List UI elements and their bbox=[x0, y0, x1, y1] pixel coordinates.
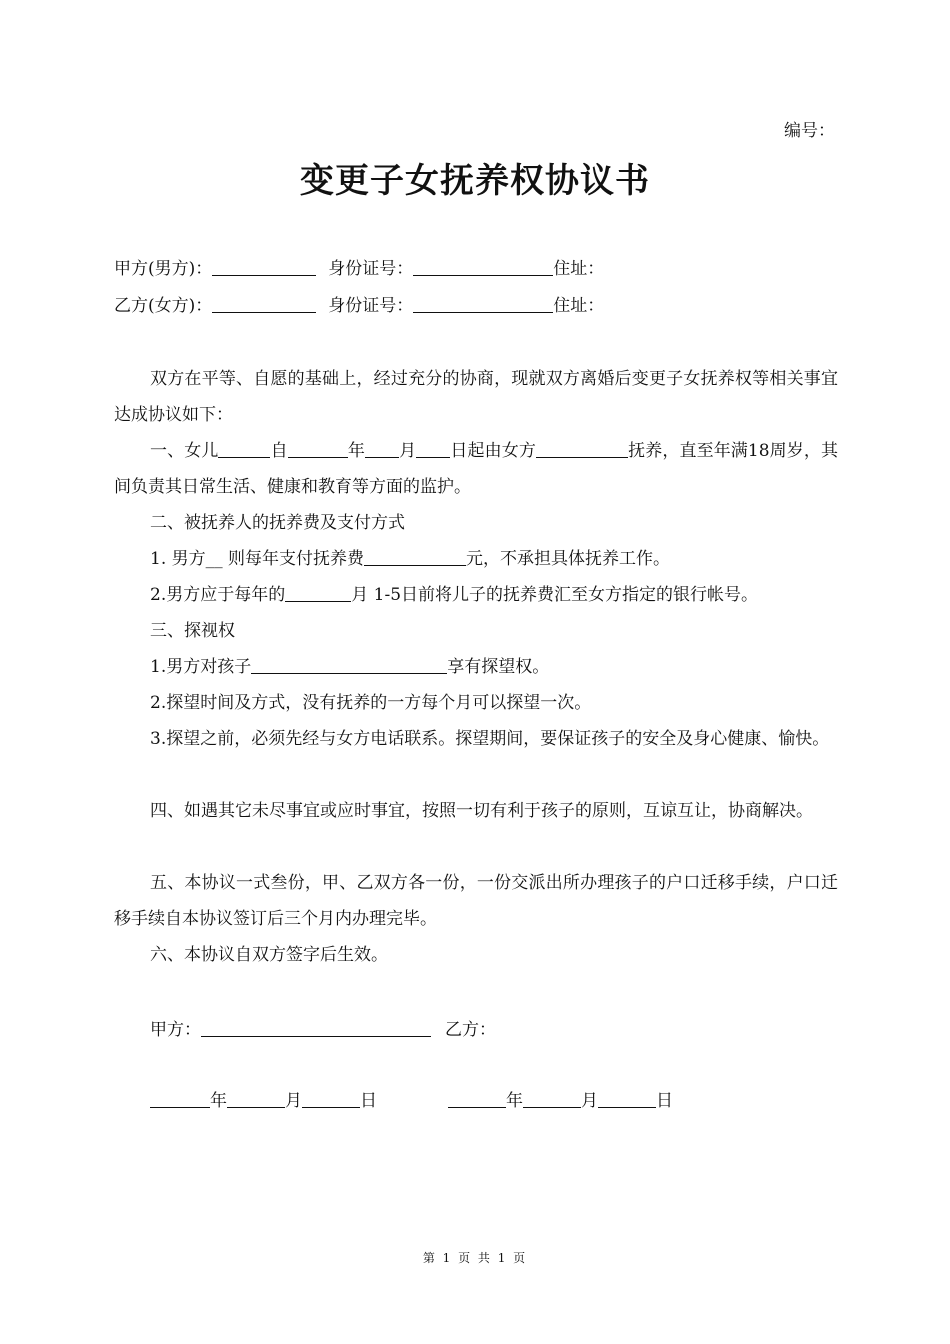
party-a-label: 甲方(男方)： bbox=[114, 259, 213, 279]
sign-party-a-label: 甲方： bbox=[150, 1020, 201, 1040]
date-a-day-label: 日 bbox=[360, 1091, 377, 1111]
clause-1-month: 月 bbox=[398, 441, 417, 461]
party-b-name-blank bbox=[212, 295, 316, 313]
date-line-b bbox=[448, 1089, 673, 1113]
date-a-month-blank bbox=[227, 1090, 285, 1108]
party-b-line bbox=[114, 294, 604, 318]
date-a-year-blank bbox=[150, 1090, 210, 1108]
party-a-address-label: 住址： bbox=[553, 259, 605, 279]
sign-party-a-blank bbox=[201, 1019, 431, 1037]
support-amount-blank bbox=[364, 548, 466, 566]
date-a-month-label: 月 bbox=[285, 1091, 302, 1111]
party-a-line bbox=[114, 257, 604, 281]
party-b-label: 乙方(女方)： bbox=[114, 296, 213, 316]
clause-3-title: 三、探视权 bbox=[150, 621, 235, 641]
clause-3-3: 3.探望之前，必须先经与女方电话联系。探望期间，要保证孩子的安全及身心健康、愉快。 bbox=[150, 729, 830, 749]
start-day-blank bbox=[416, 440, 450, 458]
clause-1-prefix: 一、女儿 bbox=[150, 441, 219, 461]
payment-month-blank bbox=[285, 584, 351, 602]
clause-3-1 bbox=[114, 649, 838, 685]
start-year-blank bbox=[288, 440, 348, 458]
intro-paragraph: 双方在平等、自愿的基础上，经过充分的协商，现就双方离婚后变更子女抚养权等相关事宜达成协议如下： bbox=[114, 369, 838, 425]
clause-2-1-suffix: 元，不承担具体抚养工作。 bbox=[466, 549, 671, 569]
document-title: 变更子女抚养权协议书 bbox=[300, 161, 650, 201]
party-a-id-label: 身份证号： bbox=[328, 259, 414, 279]
start-month-blank bbox=[365, 440, 399, 458]
clause-5: 五、本协议一式叁份，甲、乙双方各一份，一份交派出所办理孩子的户口迁移手续，户口迁移手续自本协议签订后三个月内办理完毕。 bbox=[114, 873, 838, 929]
clause-1-day-start: 日起由女方 bbox=[450, 441, 536, 461]
party-a-name-blank bbox=[212, 258, 316, 276]
date-b-year-label: 年 bbox=[506, 1091, 523, 1111]
serial-number-label: 编号： bbox=[784, 121, 835, 141]
party-b-id-blank bbox=[413, 295, 553, 313]
clause-2-1-prefix: 1. 男方__ 则每年支付抚养费 bbox=[150, 549, 365, 569]
date-b-day-blank bbox=[598, 1090, 656, 1108]
clause-1-year: 年 bbox=[347, 441, 365, 461]
child-name-blank bbox=[251, 656, 447, 674]
clause-1-paragraph bbox=[114, 433, 838, 505]
clause-2-2-suffix: 月 1-5日前将儿子的抚养费汇至女方指定的银行帐号。 bbox=[351, 585, 759, 605]
daughter-name-blank bbox=[218, 440, 270, 458]
clause-4: 四、如遇其它未尽事宜或应时事宜，按照一切有利于孩子的原则，互谅互让，协商解决。 bbox=[150, 801, 813, 821]
clause-2-2 bbox=[114, 577, 838, 613]
date-b-day-label: 日 bbox=[656, 1091, 673, 1111]
date-a-year-label: 年 bbox=[210, 1091, 227, 1111]
sign-party-b-label: 乙方： bbox=[445, 1020, 496, 1040]
clause-1-from: 自 bbox=[270, 441, 288, 461]
page-footer: 第 1 页 共 1 页 bbox=[422, 1251, 528, 1265]
signature-line bbox=[150, 1018, 496, 1042]
date-a-day-blank bbox=[302, 1090, 360, 1108]
date-line-a bbox=[150, 1089, 377, 1113]
party-b-id-label: 身份证号： bbox=[328, 296, 414, 316]
date-b-year-blank bbox=[448, 1090, 506, 1108]
clause-1-suffix: 抚养，直至年满18周岁，其间负责其日常生活、健康和教育等方面的监护。 bbox=[114, 441, 839, 497]
clause-2-2-prefix: 2.男方应于每年的 bbox=[150, 585, 286, 605]
clause-2-title: 二、被抚养人的抚养费及支付方式 bbox=[150, 513, 405, 533]
clause-3-1-suffix: 享有探望权。 bbox=[447, 657, 550, 677]
clause-6: 六、本协议自双方签字后生效。 bbox=[150, 945, 388, 965]
date-b-month-blank bbox=[523, 1090, 581, 1108]
clause-2-1 bbox=[114, 541, 838, 577]
party-b-address-label: 住址： bbox=[553, 296, 605, 316]
clause-3-2: 2.探望时间及方式，没有抚养的一方每个月可以探望一次。 bbox=[150, 693, 592, 713]
clause-3-1-prefix: 1.男方对孩子 bbox=[150, 657, 252, 677]
date-b-month-label: 月 bbox=[581, 1091, 598, 1111]
party-a-id-blank bbox=[413, 258, 553, 276]
mother-name-blank bbox=[536, 440, 628, 458]
